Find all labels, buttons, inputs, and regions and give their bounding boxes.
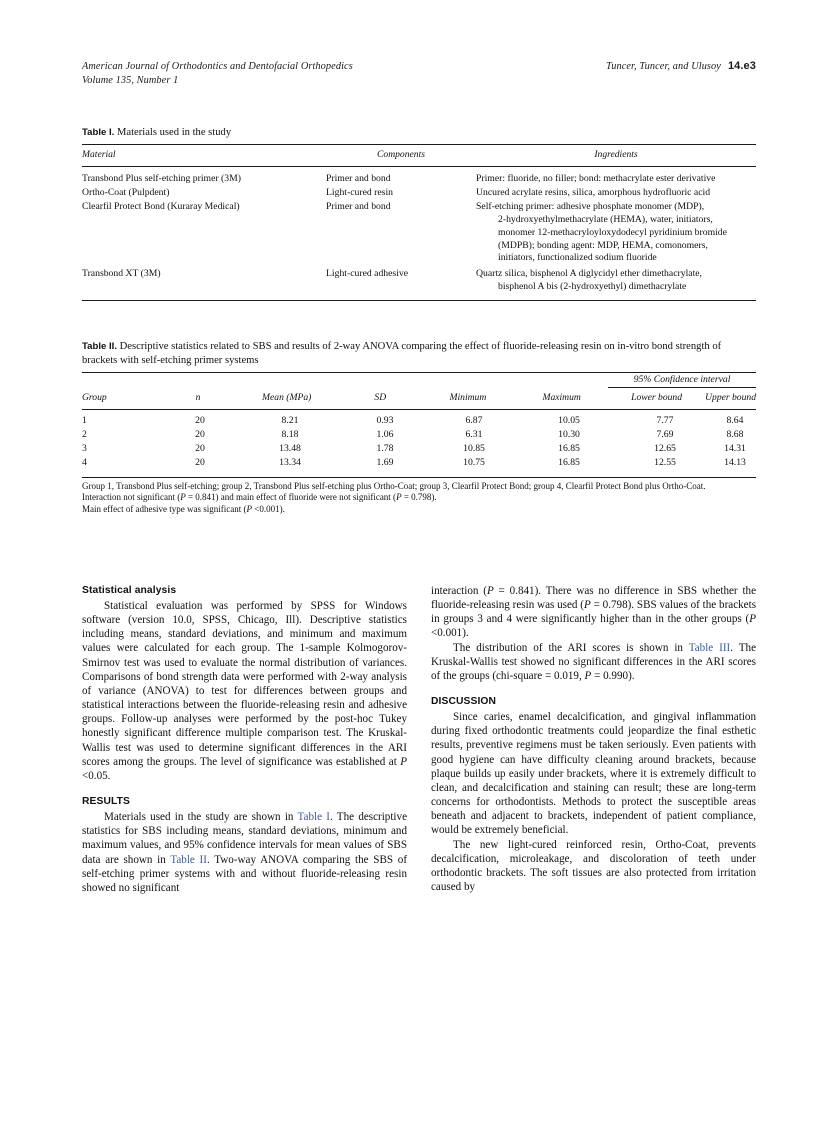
- table-one-caption: [82, 126, 756, 140]
- cell-max: 16.85: [558, 457, 580, 469]
- running-head-journal: [82, 60, 353, 87]
- cell-max: 16.85: [558, 443, 580, 455]
- running-head-authors-block: [606, 60, 756, 74]
- cell-n: 20: [195, 415, 205, 427]
- th-mean: Mean (MPa): [262, 391, 312, 403]
- ingredient-line: bisphenol A bis (2-hydroxyethyl) dimethacrylate: [498, 281, 687, 293]
- footnote-groups: Group 1, Transbond Plus self-etching; group 2, Transbond Plus self-etching plus Ortho-Coat; group 3, Clearfil Protect Bond; group 4, Clearfil Protect Bond plus Ortho-Coat.: [82, 480, 706, 491]
- cell-components: Light-cured adhesive: [326, 268, 409, 280]
- table-row: [82, 187, 756, 201]
- cell-min: 10.85: [463, 443, 485, 455]
- body-column-right: [431, 584, 756, 894]
- table-row: [82, 268, 756, 295]
- table-one-body: [82, 173, 756, 295]
- ingredient-line: monomer 12-methacryloyloxydodecyl pyridinium bromide: [498, 226, 727, 238]
- table-one-head-rule: [82, 166, 756, 167]
- cell-upper-bound: 14.31: [724, 443, 746, 455]
- table-two-body: [82, 415, 756, 471]
- th-ingredients: Ingredients: [594, 149, 638, 160]
- paragraph-discussion-2: The new light-cured reinforced resin, Ortho-Coat, prevents decalcification, microleakage, and discoloration of teeth under orthodontic brackets. The soft tissues are also protected from irritation caused by: [431, 838, 756, 893]
- running-head-authors: Tuncer, Tuncer, and Ulusoy: [605, 61, 721, 72]
- cell-group: 1: [82, 415, 87, 427]
- th-sd: SD: [374, 391, 387, 403]
- th-material: Material: [82, 149, 116, 160]
- cell-min: 10.75: [463, 457, 485, 469]
- running-head: [82, 60, 756, 87]
- ingredient-line: 2-hydroxyethylmethacrylate (HEMA), water, initiators,: [498, 213, 713, 225]
- page-number: 14.e3: [727, 60, 756, 72]
- footnote-interaction: [82, 492, 756, 504]
- cell-lower-bound: 12.55: [654, 457, 676, 469]
- cell-min: 6.87: [465, 415, 483, 427]
- th-components: Components: [377, 149, 425, 160]
- cell-material: Clearfil Protect Bond (Kuraray Medical): [82, 201, 240, 213]
- cell-group: 4: [82, 457, 87, 469]
- table-two-title: Descriptive statistics related to SBS and results of 2-way ANOVA comparing the effect of fluoride-releasing resin on in-vitro bond strength of brackets with self-etching primer systems: [82, 341, 722, 366]
- cell-lower-bound: 12.65: [654, 443, 676, 455]
- table-two-span-header-row: [82, 373, 756, 387]
- cell-max: 10.05: [558, 415, 580, 427]
- cell-sd: 1.78: [376, 443, 394, 455]
- paragraph-results: Materials used in the study are shown in Table I. The descriptive statistics for SBS including means, standard deviations, minimum and maximum values, and 95% confidence intervals for mean values of SBS data are shown in Table II. Two-way ANOVA comparing the SBS of self-etching primer systems with and without fluoride-releasing resin showed no significant: [82, 811, 408, 894]
- cell-components: Light-cured resin: [326, 187, 393, 199]
- cell-material: Ortho-Coat (Pulpdent): [82, 187, 170, 199]
- cell-mean: 8.21: [281, 415, 299, 427]
- table-one-label: Table I.: [82, 127, 115, 138]
- cell-upper-bound: 14.13: [724, 457, 746, 469]
- cell-n: 20: [195, 443, 205, 455]
- ingredient-line: Uncured acrylate resins, silica, amorphous hydrofluoric acid: [476, 187, 711, 199]
- paragraph-results-continued: interaction (P = 0.841). There was no difference in SBS whether the fluoride-releasing resin was used (P = 0.798). SBS values of the brackets in groups 3 and 4 were significantly higher than in the other groups (P <0.001).: [431, 585, 757, 640]
- cell-components: Primer and bond: [326, 201, 391, 213]
- cell-lower-bound: 7.69: [656, 429, 674, 441]
- table-row: [82, 201, 756, 266]
- ingredient-line: Self-etching primer: adhesive phosphate monomer (MDP),: [476, 201, 705, 213]
- cell-sd: 1.69: [376, 457, 394, 469]
- xref-table-one[interactable]: Table I: [297, 811, 330, 824]
- footnote-interaction-text: Interaction not significant (P = 0.841) and main effect of fluoride were not significant (P = 0.798).: [82, 492, 437, 503]
- paragraph-discussion-1: Since caries, enamel decalcification, and gingival inflammation during fixed orthodontic treatments could jeopardize the final esthetic results, preventive regimens must be taken seriously. Even patients with good hygiene can have difficulty cleaning around brackets, because plaque builds up easily under brackets, where it is extremely difficult to clean, and decalcification and staining can result; these are long-term concerns for orthodontists. Methods to protect the susceptible areas beneath and adjacent to brackets, independent of patient compliance, would be extremely beneficial.: [431, 711, 756, 837]
- th-minimum: Minimum: [449, 391, 487, 403]
- cell-sd: 0.93: [376, 415, 394, 427]
- heading-discussion: DISCUSSION: [431, 696, 497, 708]
- cell-components: Primer and bond: [326, 173, 391, 185]
- table-one-title: Materials used in the study: [116, 127, 232, 138]
- footnote-adhesive-text: Main effect of adhesive type was significant (P <0.001).: [82, 503, 285, 514]
- table-two-head-grid: [82, 373, 756, 409]
- cell-ingredients: [476, 173, 756, 187]
- table-one-body-grid: [82, 173, 756, 295]
- cell-ingredients: [476, 201, 756, 266]
- span-pad-5: [421, 373, 516, 387]
- heading-statistical-analysis: Statistical analysis: [82, 585, 177, 596]
- table-two-header-row: [82, 387, 756, 408]
- table-two: [82, 340, 756, 515]
- th-upper-bound: Upper bound: [705, 391, 756, 403]
- table-two-footnotes: [82, 478, 756, 516]
- paragraph-ari-distribution: The distribution of the ARI scores is shown in Table III. The Kruskal-Wallis test showed no significant differences in the ARI scores of the groups (chi-square = 0.019, P = 0.990).: [431, 641, 756, 682]
- paragraph-statistical-analysis: Statistical evaluation was performed by SPSS for Windows software (version 10.0, SPSS, Chicago, Ill). Descriptive statistics including means, standard deviations, and minimum and maximum values were calculated for each group. The 1-sample Kolmogorov-Smirnov test was used to evaluate the normal distribution of variances. Comparisons of bond strength data were performed with 2-way analysis of variance (ANOVA) to test for differences between groups and statistical interactions between the fluoride-releasing resin and adhesive groups. Follow-up analyses were performed by the post-hoc Tukey honestly significant difference multiple comparison test. The Kruskal-Wallis test was used to determine significant differences in the ARI scores among the groups. The level of significance was established at P <0.05.: [82, 600, 407, 782]
- cell-upper-bound: 8.68: [726, 429, 744, 441]
- span-pad-3: [233, 373, 340, 387]
- cell-sd: 1.06: [376, 429, 394, 441]
- journal-volume: Volume 135, Number 1: [82, 74, 179, 86]
- th-lower-bound: Lower bound: [631, 391, 683, 403]
- table-two-caption: [82, 340, 756, 368]
- heading-results: RESULTS: [82, 796, 130, 808]
- cell-n: 20: [195, 457, 205, 469]
- th-maximum: Maximum: [542, 391, 581, 403]
- table-one-head: [82, 145, 756, 166]
- th-n: n: [195, 391, 201, 403]
- body-column-left: [82, 584, 407, 895]
- footnote-adhesive: [82, 504, 756, 516]
- cell-group: 3: [82, 443, 87, 455]
- cell-material: Transbond XT (3M): [82, 268, 161, 280]
- span-pad-4: [340, 373, 420, 387]
- ingredient-line: (MDPB); bonding agent: MDP, HEMA, comonomers,: [498, 239, 708, 251]
- cell-group: 2: [82, 429, 87, 441]
- confidence-interval-span-header: 95% Confidence interval: [608, 373, 756, 387]
- ingredient-line: Primer: fluoride, no filler; bond: methacrylate ester derivative: [476, 173, 716, 185]
- table-row: [82, 173, 756, 187]
- xref-table-three[interactable]: Table III: [688, 641, 731, 654]
- table-two-label: Table II.: [82, 341, 118, 352]
- table-one-header-row: [82, 145, 756, 166]
- table-row: [82, 415, 756, 429]
- cell-lower-bound: 7.77: [656, 415, 674, 427]
- cell-ingredients: [476, 268, 756, 295]
- cell-mean: 13.48: [279, 443, 301, 455]
- cell-min: 6.31: [465, 429, 483, 441]
- cell-max: 10.30: [558, 429, 580, 441]
- cell-material: Transbond Plus self-etching primer (3M): [82, 173, 241, 185]
- journal-title: American Journal of Orthodontics and Dentofacial Orthopedics: [82, 61, 353, 72]
- cell-n: 20: [195, 429, 205, 441]
- table-one: [82, 126, 756, 301]
- span-pad-6: [515, 373, 608, 387]
- xref-table-two[interactable]: Table II: [170, 853, 207, 866]
- table-two-head-rule: [82, 409, 756, 410]
- cell-mean: 13.34: [279, 457, 301, 469]
- cell-ingredients: [476, 187, 756, 201]
- table-row: [82, 429, 756, 443]
- cell-upper-bound: 8.64: [726, 415, 744, 427]
- table-one-grid: [82, 145, 756, 166]
- cell-mean: 8.18: [281, 429, 299, 441]
- table-row: [82, 457, 756, 471]
- ingredient-line: initiators, functionalized sodium fluoride: [498, 252, 657, 264]
- table-row: [82, 443, 756, 457]
- table-one-bottom-rule: [82, 300, 756, 301]
- th-group: Group: [82, 391, 107, 403]
- span-pad-2: [163, 373, 234, 387]
- span-pad-1: [82, 373, 163, 387]
- ingredient-line: Quartz silica, bisphenol A diglycidyl ether dimethacrylate,: [476, 268, 702, 280]
- table-two-body-grid: [82, 415, 756, 471]
